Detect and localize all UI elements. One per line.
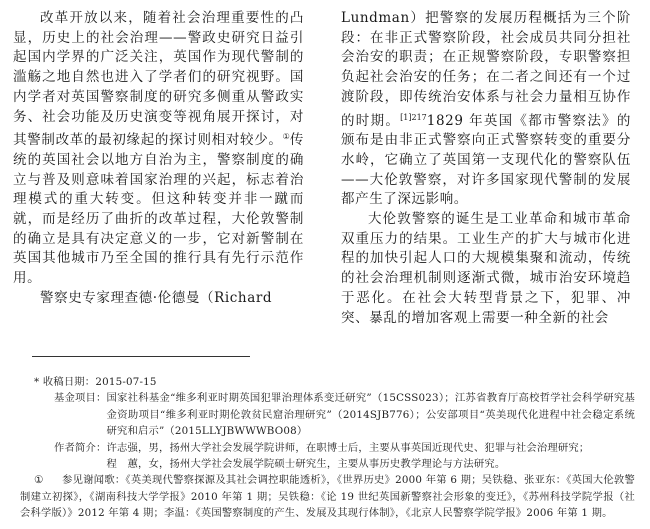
- author-1: 许志强，男，扬州大学社会发展学院讲师，在职博士后，主要从事英国近现代史、犯罪与社会治理研究；: [106, 441, 590, 454]
- right-paragraph-2: 大伦敦警察的诞生是工业革命和城市革命双重压力的结果。工业生产的扩大与城市化进程的加快引起人口的大规模集聚和流动，传统的社会治理机制则逐渐式微，城市治安环境趋于恶化。在社会大转型背景之下，犯罪、冲突、暴乱的增加客观上需要一种全新的社会: [341, 211, 631, 326]
- footnote-1-marker: ①: [34, 474, 44, 487]
- footnote-1-text: 参见谢闻歌：《英美现代警察探源及其社会调控职能透析》，《世界历史》2000 年第 6 期；吴铁稳、张亚东：《英国大伦敦警制建立初探》，《湖南科技大学学报》2010 年第 1 期；吴铁稳：《论 19 世纪英国新警察社会形象的变迁》，《苏州科技学院学报（社会科学版）》2012 年第 4 期；李温：《英国警察制度的产生、发展及其现行体制》，《北京人民警察学院学报》2006 年第 1 期。: [20, 474, 635, 520]
- received-date: [20, 374, 635, 390]
- para-text: 改革开放以来，随着社会治理重要性的凸显，历史上的社会治理——警政史研究日益引起国内学界的广泛关注，英国作为现代警制的滥觞之地自然也进入了学者们的研究视野。国内学者对英国警察制度的研究多侧重从警政实务、社会功能及历史演变等视角展开探讨，对其警制改革的最初缘起的探讨则相对较少。: [13, 10, 304, 149]
- para-text-continued: 1829 年英国《都市警察法》的颁布是由非正式警察向正式警察转变的重要分水岭，它确立了英国第一支现代化的警察队伍——大伦敦警察，对许多国家现代警制的发展都产生了深远影响。: [341, 112, 632, 208]
- right-column: [341, 9, 631, 328]
- received-value: 2015-07-15: [95, 376, 157, 388]
- footnotes-block: [20, 374, 635, 522]
- author-values: [106, 440, 635, 473]
- fund-label: 基金项目：: [54, 392, 107, 405]
- left-paragraph-2: 警察史专家理查德·伦德曼（Richard: [40, 289, 273, 306]
- footnote-divider: [32, 356, 250, 357]
- received-label: * 收稿日期：: [34, 376, 96, 388]
- author-2: 程 蕙，女，扬州大学社会发展学院硕士研究生，主要从事历史教学理论与方法研究。: [106, 458, 506, 471]
- fund-value: 国家社科基金“维多利亚时期英国犯罪治理体系变迁研究”（15CSS023）；江苏省教育厅高校哲学社会科学研究基金资助项目“维多利亚时期伦敦贫民窟治理研究”（2014SJB776）；公安部项目“英美现代化进程中社会稳定系统研究和启示”（2015LLYJBWWWBO08）: [106, 392, 635, 438]
- footnote-1: [20, 472, 635, 521]
- author-label: 作者简介：: [54, 441, 107, 454]
- para-text: Lundman）把警察的发展历程概括为三个阶段：在非正式警察阶段，社会成员共同分担社会治安的职责；在正规警察阶段，专职警察担负起社会治安的任务；在二者之间还有一个过渡阶段，即传统治安体系与社会力量相互协作的时期。: [341, 10, 631, 129]
- left-paragraph-1: [13, 9, 304, 289]
- author-info: [20, 440, 635, 473]
- right-paragraph-1: [341, 9, 631, 210]
- footnote-marker[interactable]: ①: [282, 132, 290, 142]
- left-column: [13, 9, 304, 309]
- fund-info: [20, 390, 635, 439]
- citation-marker[interactable]: [1]217: [400, 112, 427, 122]
- para-text-continued: 传统的英国社会以地方自治为主，警察制度的确立与普及则意味着国家治理的兴起，标志着治理模式的重大转变。但这种转变并非一蹴而就，而是经历了曲折的改革过程，大伦敦警制的确立是具有决定意义的一步，它对新警制在英国其他城市乃至全国的推行具有先行示范作用。: [13, 132, 304, 287]
